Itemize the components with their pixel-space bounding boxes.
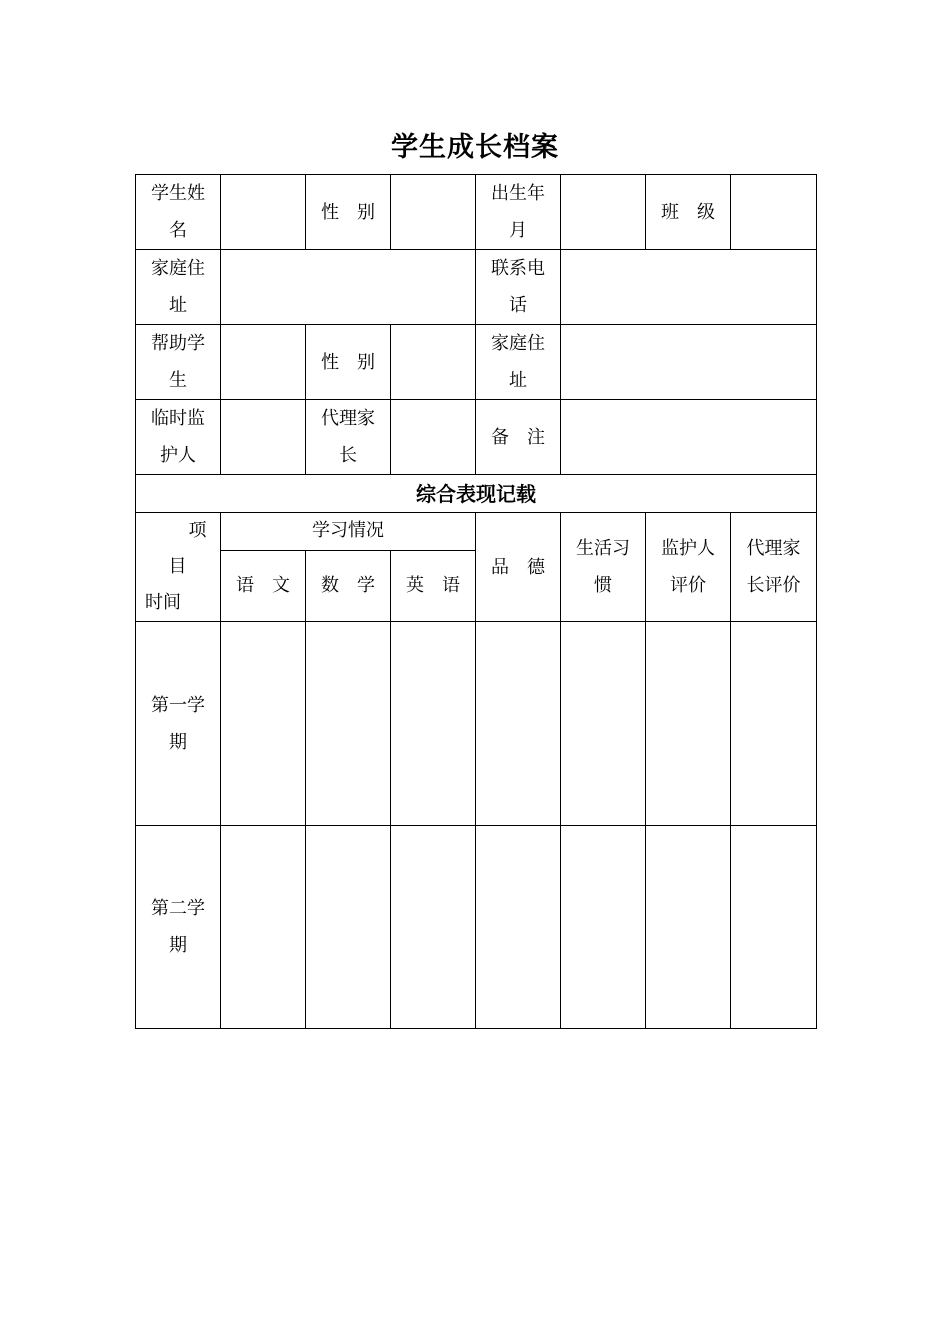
term1-english-cell[interactable] bbox=[391, 622, 476, 826]
term2-guardian-eval-cell[interactable] bbox=[646, 826, 731, 1029]
helper-address-field[interactable] bbox=[561, 325, 817, 400]
english-header: 英 语 bbox=[391, 550, 476, 621]
term1-row bbox=[136, 622, 817, 826]
term1-chinese-cell[interactable] bbox=[221, 622, 306, 826]
student-info-row bbox=[136, 175, 817, 250]
remark-label: 备 注 bbox=[476, 400, 561, 475]
section-title: 综合表现记载 bbox=[136, 475, 817, 513]
header-row-1 bbox=[136, 513, 817, 551]
term1-math-cell[interactable] bbox=[306, 622, 391, 826]
address-row bbox=[136, 250, 817, 325]
helper-address-label: 家庭住址 bbox=[476, 325, 561, 400]
term1-label: 第一学期 bbox=[136, 622, 221, 826]
gender-label: 性 别 bbox=[306, 175, 391, 250]
helper-field[interactable] bbox=[221, 325, 306, 400]
term2-english-cell[interactable] bbox=[391, 826, 476, 1029]
address-label: 家庭住址 bbox=[136, 250, 221, 325]
proxy-eval-header: 代理家长评价 bbox=[731, 513, 817, 622]
guardian-row bbox=[136, 400, 817, 475]
math-header: 数 学 bbox=[306, 550, 391, 621]
birth-label: 出生年月 bbox=[476, 175, 561, 250]
term2-math-cell[interactable] bbox=[306, 826, 391, 1029]
birth-field[interactable] bbox=[561, 175, 646, 250]
student-name-label: 学生姓名 bbox=[136, 175, 221, 250]
phone-label: 联系电话 bbox=[476, 250, 561, 325]
guardian-label: 临时监护人 bbox=[136, 400, 221, 475]
guardian-eval-header: 监护人评价 bbox=[646, 513, 731, 622]
remark-field[interactable] bbox=[561, 400, 817, 475]
term1-morality-cell[interactable] bbox=[476, 622, 561, 826]
habits-header: 生活习惯 bbox=[561, 513, 646, 622]
project-time-header: 项 目 时间 bbox=[136, 513, 221, 622]
morality-header: 品 德 bbox=[476, 513, 561, 622]
term2-habits-cell[interactable] bbox=[561, 826, 646, 1029]
helper-label: 帮助学生 bbox=[136, 325, 221, 400]
proxy-parent-field[interactable] bbox=[391, 400, 476, 475]
phone-field[interactable] bbox=[561, 250, 817, 325]
growth-record-form bbox=[135, 174, 817, 1029]
section-row bbox=[136, 475, 817, 513]
class-field[interactable] bbox=[731, 175, 817, 250]
address-field[interactable] bbox=[221, 250, 476, 325]
term2-label: 第二学期 bbox=[136, 826, 221, 1029]
helper-gender-label: 性 别 bbox=[306, 325, 391, 400]
page-title: 学生成长档案 bbox=[391, 132, 559, 163]
proxy-parent-label: 代理家长 bbox=[306, 400, 391, 475]
term1-proxy-eval-cell[interactable] bbox=[731, 622, 817, 826]
term2-chinese-cell[interactable] bbox=[221, 826, 306, 1029]
study-header: 学习情况 bbox=[221, 513, 476, 551]
term2-row bbox=[136, 826, 817, 1029]
chinese-header: 语 文 bbox=[221, 550, 306, 621]
term2-proxy-eval-cell[interactable] bbox=[731, 826, 817, 1029]
student-name-field[interactable] bbox=[221, 175, 306, 250]
gender-field[interactable] bbox=[391, 175, 476, 250]
term1-guardian-eval-cell[interactable] bbox=[646, 622, 731, 826]
term1-habits-cell[interactable] bbox=[561, 622, 646, 826]
guardian-field[interactable] bbox=[221, 400, 306, 475]
helper-row bbox=[136, 325, 817, 400]
class-label: 班 级 bbox=[646, 175, 731, 250]
term2-morality-cell[interactable] bbox=[476, 826, 561, 1029]
helper-gender-field[interactable] bbox=[391, 325, 476, 400]
